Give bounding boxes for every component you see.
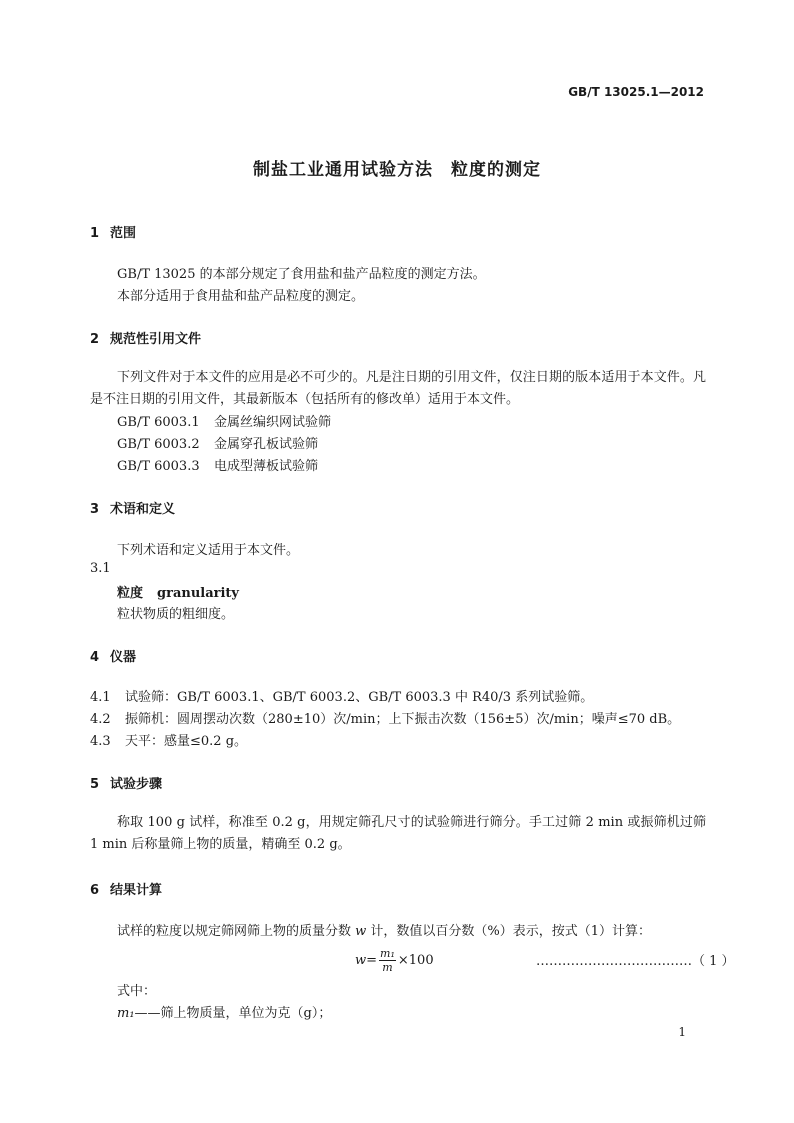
item-number: 4.2 — [90, 712, 111, 727]
reference-code: GB/T 6003.1 — [117, 415, 200, 430]
scope-paragraph-1: GB/T 13025 的本部分规定了食用盐和盐产品粒度的测定方法。 — [117, 267, 486, 282]
terms-intro: 下列术语和定义适用于本文件。 — [117, 543, 300, 558]
variable-definition — [117, 1002, 331, 1021]
section-number: 2 — [90, 332, 100, 347]
section-title: 试验步骤 — [110, 777, 163, 792]
reference-name: 电成型薄板试验筛 — [214, 459, 319, 474]
standard-number: GB/T 13025.1—2012 — [568, 85, 704, 99]
reference-name: 金属丝编织网试验筛 — [214, 415, 332, 430]
section-number: 4 — [90, 650, 100, 665]
variable-symbol: m₁ — [117, 1006, 135, 1021]
calculation-intro-text-2: 计，数值以百分数（%）表示，按式（1）计算： — [366, 924, 652, 939]
instrument-item — [90, 708, 680, 727]
section-number: 3 — [90, 502, 100, 517]
reference-code: GB/T 6003.3 — [117, 459, 200, 474]
item-number: 4.1 — [90, 690, 111, 705]
section-1-heading — [90, 222, 136, 241]
section-title: 术语和定义 — [110, 502, 176, 517]
section-title: 结果计算 — [110, 883, 163, 898]
formula-numerator: m₁ — [380, 947, 395, 960]
formula-equals: = — [366, 953, 378, 968]
item-text: 振筛机：圆周摆动次数（280±10）次/min；上下振击次数（156±5）次/min；噪声≤70 dB。 — [125, 712, 681, 727]
references-intro: 下列文件对于本文件的应用是必不可少的。凡是注日期的引用文件，仅注日期的版本适用于本文件。凡是不注日期的引用文件，其最新版本（包括所有的修改单）适用于本文件。 — [90, 370, 706, 407]
reference-item — [117, 411, 331, 430]
reference-item — [117, 455, 318, 474]
term-entry — [117, 582, 239, 601]
formula-rhs: ×100 — [397, 953, 434, 968]
section-title: 范围 — [110, 226, 137, 241]
formula-denominator: m — [382, 961, 393, 974]
document-title: 制盐工业通用试验方法 粒度的测定 — [253, 160, 541, 180]
formula-number: ………………………………（ 1 ） — [536, 954, 735, 969]
term-chinese: 粒度 — [117, 586, 144, 601]
variable-w: w — [355, 924, 367, 939]
instrument-item — [90, 730, 247, 749]
calculation-intro-text: 试样的粒度以规定筛网筛上物的质量分数 — [117, 924, 356, 939]
section-title: 规范性引用文件 — [110, 332, 202, 347]
formula — [355, 947, 434, 974]
section-5-heading — [90, 773, 162, 792]
variable-description: ——筛上物质量，单位为克（g）； — [134, 1006, 332, 1021]
section-6-heading — [90, 879, 162, 898]
reference-name: 金属穿孔板试验筛 — [214, 437, 319, 452]
procedure-paragraph: 称取 100 g 试样，称准至 0.2 g，用规定筛孔尺寸的试验筛进行筛分。手工过筛 2 min 或振筛机过筛 1 min 后称量筛上物的质量，精确至 0.2 g。 — [90, 815, 706, 852]
calculation-intro — [117, 920, 651, 939]
item-text: 试验筛：GB/T 6003.1、GB/T 6003.2、GB/T 6003.3 中 R40/3 系列试验筛。 — [125, 690, 594, 705]
scope-paragraph-2: 本部分适用于食用盐和盐产品粒度的测定。 — [117, 289, 365, 304]
section-2-heading — [90, 328, 201, 347]
formula-lhs: w — [355, 953, 367, 968]
term-item-number: 3.1 — [90, 561, 111, 576]
section-number: 6 — [90, 883, 100, 898]
section-number: 1 — [90, 226, 100, 241]
item-text: 天平：感量≤0.2 g。 — [125, 734, 248, 749]
item-number: 4.3 — [90, 734, 111, 749]
reference-item — [117, 433, 318, 452]
instrument-item — [90, 686, 593, 705]
where-label: 式中： — [117, 984, 157, 999]
formula-fraction — [379, 947, 396, 974]
section-3-heading — [90, 498, 175, 517]
section-4-heading — [90, 646, 136, 665]
term-definition: 粒状物质的粗细度。 — [117, 607, 235, 622]
page-number: 1 — [678, 1025, 686, 1039]
section-title: 仪器 — [110, 650, 137, 665]
reference-code: GB/T 6003.2 — [117, 437, 200, 452]
term-english: granularity — [157, 586, 239, 601]
section-number: 5 — [90, 777, 100, 792]
